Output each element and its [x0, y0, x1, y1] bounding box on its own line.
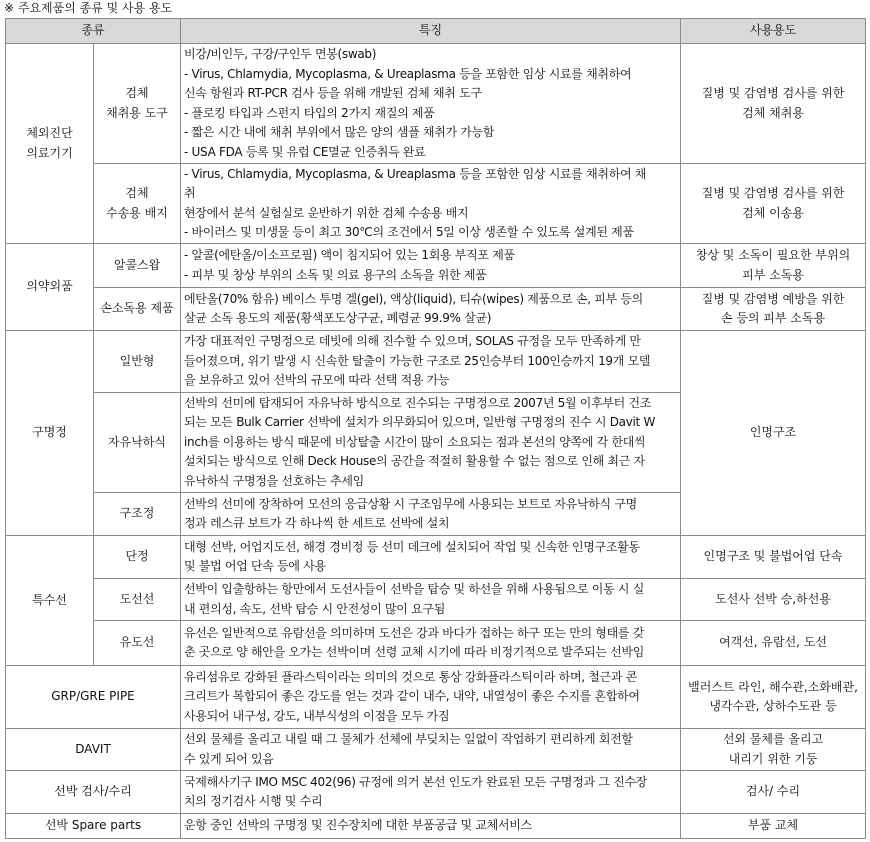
usage-cell-line: 창상 및 소독이 필요한 부위의	[695, 248, 851, 262]
category-cell-line: 구명정	[32, 425, 67, 440]
table-row	[6, 44, 866, 164]
feature-cell-line: 선박이 입출항하는 항만에서 도선사들이 선박을 탑승 및 하선을 위해 사용됨으로 이동 시 실	[184, 582, 644, 596]
usage-cell	[681, 579, 866, 621]
feature-cell-line: 선박의 선미에 장착하여 모선의 응급상황 시 구조임무에 사용되는 보트로 자유낙하식 구명	[184, 496, 637, 511]
feature-cell	[181, 814, 681, 839]
usage-cell-line: 내리기 위한 기둥	[728, 751, 818, 766]
feature-cell	[181, 393, 681, 493]
feature-cell-line: 신속 항원과 RT-PCR 검사 등을 위해 개발된 검체 채취 도구	[184, 86, 482, 100]
table-row	[6, 164, 866, 244]
subcategory-cell-line: 손소독용 제품	[100, 301, 174, 316]
usage-cell	[681, 244, 866, 288]
usage-cell-line: 선외 물체를 올리고	[722, 732, 824, 746]
table-row	[6, 536, 866, 579]
category-cell-line: 선박 Spare parts	[44, 818, 142, 833]
feature-cell	[181, 331, 681, 393]
feature-cell	[181, 771, 681, 814]
usage-cell-line: 질병 및 감염병 예방을 위한	[701, 291, 845, 306]
subcategory-cell	[94, 393, 181, 493]
feature-cell	[181, 288, 681, 331]
header-type: 종류	[6, 19, 181, 44]
header-feature: 특징	[181, 19, 681, 44]
subcategory-cell	[94, 493, 181, 536]
subcategory-cell	[94, 621, 181, 666]
table-row	[6, 621, 866, 666]
category-cell-line: 의료기기	[26, 145, 73, 160]
feature-cell-line: 살균 소독 용도의 제품(황색포도상구균, 폐렴균 99.9% 살균)	[184, 311, 492, 325]
feature-cell	[181, 621, 681, 666]
feature-cell-line: 유리섬유로 강화된 플라스틱이라는 의미의 것으로 통상 강화플라스틱이라 하며, 철근과 콘	[184, 669, 637, 684]
feature-cell-line: - Virus, Chlamydia, Mycoplasma, & Ureaplasma 등을 포함한 임상 시료를 채취하여 채	[184, 166, 647, 181]
usage-cell-line: 인명구조 및 불법어업 단속	[703, 549, 843, 564]
feature-cell-line: 사용되어 내구성, 강도, 내부식성의 이점을 모두 가짐	[184, 708, 450, 723]
usage-cell	[681, 814, 866, 839]
category-cell	[6, 331, 94, 536]
usage-cell-line: 냉각수관, 상하수도관 등	[709, 699, 837, 713]
feature-cell-line: 수 있게 되어 있음	[184, 751, 274, 766]
category-cell	[6, 536, 94, 666]
usage-cell	[681, 621, 866, 666]
category-cell-line: 의약외품	[26, 279, 73, 294]
usage-cell-line: 여객선, 유람선, 도선	[719, 635, 827, 650]
feature-cell-line: - 짧은 시간 내에 채취 부위에서 많은 양의 샘플 채취가 가능함	[184, 125, 495, 139]
feature-cell-line: 운항 중인 선박의 구명정 및 진수장치에 대한 부품공급 및 교체서비스	[184, 818, 532, 833]
subcategory-cell	[94, 244, 181, 288]
usage-cell-line: 검체 채취용	[742, 105, 804, 120]
usage-cell	[681, 729, 866, 771]
product-table	[5, 18, 866, 839]
usage-cell	[681, 331, 866, 536]
table-row	[6, 579, 866, 621]
usage-cell-line: 검체 이송용	[742, 205, 804, 220]
feature-cell-line: - 알콜(에탄올/이소프로필) 액이 침지되어 있는 1회용 부직포 제품	[184, 248, 515, 262]
feature-cell-line: 되는 모든 Bulk Carrier 선박에 설치가 의무화되어 있으며, 일반형 구명정의 진수 시 Davit W	[184, 415, 656, 430]
feature-cell-line: 정과 레스큐 보트가 각 하나씩 한 세트로 선박에 설치	[184, 516, 450, 530]
table-row	[6, 288, 866, 331]
subcategory-cell-line: 채취용 도구	[106, 105, 168, 120]
feature-cell	[181, 164, 681, 244]
usage-cell	[681, 536, 866, 579]
feature-cell	[181, 244, 681, 288]
subcategory-cell	[94, 579, 181, 621]
feature-cell-line: inch를 이용하는 방식 때문에 비상탈출 시간이 많이 소요되는 점과 본선의 양쪽에 각 한대씩	[184, 434, 646, 449]
usage-cell-line: 피부 소독용	[742, 267, 804, 282]
usage-cell	[681, 666, 866, 729]
feature-cell-line: 을 보유하고 있어 선박의 규모에 따라 선택 적용 가능	[184, 373, 450, 388]
category-cell	[6, 814, 181, 839]
table-row	[6, 814, 866, 839]
feature-cell	[181, 729, 681, 771]
feature-cell-line: 현장에서 분석 실험실로 운반하기 위한 검체 수송용 배지	[184, 205, 469, 220]
subcategory-cell	[94, 536, 181, 579]
usage-cell	[681, 771, 866, 814]
feature-cell-line: 치의 정기검사 시행 및 수리	[184, 794, 323, 808]
feature-cell-line: 에탄올(70% 함유) 베이스 투명 겔(gel), 액상(liquid), 티슈(wipes) 제품으로 손, 피부 등의	[184, 291, 643, 306]
feature-cell-line: 유선은 일반적으로 유람선을 의미하며 도선은 강과 바다가 접하는 하구 또는 만의 형태를 갖	[184, 625, 644, 640]
category-cell	[6, 729, 181, 771]
subcategory-cell	[94, 44, 181, 164]
usage-cell-line: 질병 및 감염병 검사를 위한	[701, 186, 845, 200]
subcategory-cell-line: 알콜스왑	[113, 257, 161, 272]
feature-cell-line: 들어졌으며, 위기 발생 시 신속한 탈출이 가능한 구조로 25인승부터 100인승까지 19개 모델	[184, 353, 651, 368]
feature-cell-line: 크리트가 복합되어 좋은 강도를 얻는 것과 같이 내수, 내약, 내열성이 좋은 수지를 혼합하여	[184, 689, 640, 704]
feature-cell-line: - 바이러스 및 미생물 등이 최고 30℃의 조건에서 5일 이상 생존할 수 있도록 설계된 제품	[184, 225, 634, 239]
subcategory-cell-line: 유도선	[119, 635, 155, 650]
usage-cell-line: 밸러스트 라인, 해수관,소화배관,	[688, 679, 858, 694]
subcategory-cell-line: 자유낙하식	[108, 434, 166, 449]
feature-cell-line: 대형 선박, 어업지도선, 해경 경비정 등 선미 데크에 설치되어 작업 및 신속한 인명구조활동	[184, 539, 640, 554]
feature-cell-line: 가장 대표적인 구명정으로 데빗에 의해 진수할 수 있으며, SOLAS 규정을 모두 만족하게 만	[184, 334, 641, 349]
feature-cell-line: - 피부 및 창상 부위의 소독 및 의료 용구의 소독을 위한 제품	[184, 267, 487, 282]
feature-cell-line: 선외 물체를 올리고 내릴 때 그 물체가 선체에 부딪치는 일없이 작업하기 편리하게 회전할	[184, 732, 633, 746]
feature-cell-line: 국제해사기구 IMO MSC 402(96) 규정에 의거 본선 인도가 완료된 모든 구명정과 그 진수장	[184, 774, 647, 789]
usage-cell-line: 부품 교체	[747, 818, 799, 833]
feature-cell-line: 내 편의성, 속도, 선박 탑승 시 안전성이 많이 요구됨	[184, 601, 445, 616]
subcategory-cell-line: 도선선	[119, 591, 155, 606]
feature-cell-line: 유낙하식 구명정을 선호하는 추세임	[184, 473, 364, 488]
usage-cell-line: 도선사 선박 승,하선용	[715, 591, 831, 606]
feature-cell	[181, 493, 681, 536]
usage-cell	[681, 288, 866, 331]
category-cell	[6, 244, 94, 331]
category-cell-line: 선박 검사/수리	[54, 784, 132, 799]
feature-cell	[181, 666, 681, 729]
feature-cell	[181, 536, 681, 579]
table-row	[6, 666, 866, 729]
category-cell-line: 체외진단	[26, 126, 73, 140]
table-header-row	[6, 19, 866, 44]
feature-cell-line: 비강/비인두, 구강/구인두 면봉(swab)	[184, 47, 377, 61]
feature-cell-line: 및 불법 어업 단속 등에 사용	[184, 559, 326, 573]
subcategory-cell-line: 단정	[125, 549, 149, 564]
feature-cell-line: - 플로킹 타입과 스펀지 타입의 2가지 재질의 제품	[184, 105, 435, 120]
category-cell-line: 특수선	[32, 592, 67, 607]
subcategory-cell	[94, 164, 181, 244]
category-cell	[6, 771, 181, 814]
feature-cell	[181, 579, 681, 621]
usage-cell-line: 질병 및 감염병 검사를 위한	[701, 86, 845, 100]
subcategory-cell-line: 검체	[125, 86, 149, 100]
usage-cell-line: 손 등의 피부 소독용	[720, 311, 826, 325]
usage-cell-line: 검사/ 수리	[745, 784, 801, 799]
header-usage: 사용용도	[681, 19, 866, 44]
subcategory-cell-line: 검체	[125, 186, 149, 200]
category-cell	[6, 666, 181, 729]
subcategory-cell	[94, 288, 181, 331]
table-row	[6, 331, 866, 393]
category-cell-line: DAVIT	[75, 741, 111, 756]
feature-cell-line: 설치되는 방식으로 인해 Deck House의 공간을 적절히 활용할 수 없는 점으로 인해 최근 자	[184, 454, 645, 469]
subcategory-cell-line: 수송용 배지	[106, 205, 168, 220]
table-row	[6, 771, 866, 814]
usage-cell	[681, 164, 866, 244]
feature-cell	[181, 44, 681, 164]
feature-cell-line: 취	[184, 186, 196, 200]
category-cell	[6, 44, 94, 244]
subcategory-cell-line: 구조정	[119, 506, 155, 521]
table-row	[6, 729, 866, 771]
feature-cell-line: - USA FDA 등록 및 유럽 CE멸균 인증취득 완료	[184, 144, 426, 159]
subcategory-cell-line: 일반형	[119, 353, 155, 368]
feature-cell-line: 선박의 선미에 탑재되어 자유낙하 방식으로 진수되는 구명정으로 2007년 5월 이후부터 건조	[184, 395, 652, 410]
feature-cell-line: - Virus, Chlamydia, Mycoplasma, & Ureaplasma 등을 포함한 임상 시료를 채취하여	[184, 66, 632, 81]
document-title: ※ 주요제품의 종류 및 사용 용도	[4, 1, 173, 15]
category-cell-line: GRP/GRE PIPE	[51, 689, 135, 704]
usage-cell-line: 인명구조	[749, 425, 797, 440]
table-row	[6, 244, 866, 288]
feature-cell-line: 춘 곳으로 양 해안을 오가는 선박이며 선령 교체 시기에 따라 비정기적으로 발주되는 선박임	[184, 645, 644, 659]
usage-cell	[681, 44, 866, 164]
subcategory-cell	[94, 331, 181, 393]
